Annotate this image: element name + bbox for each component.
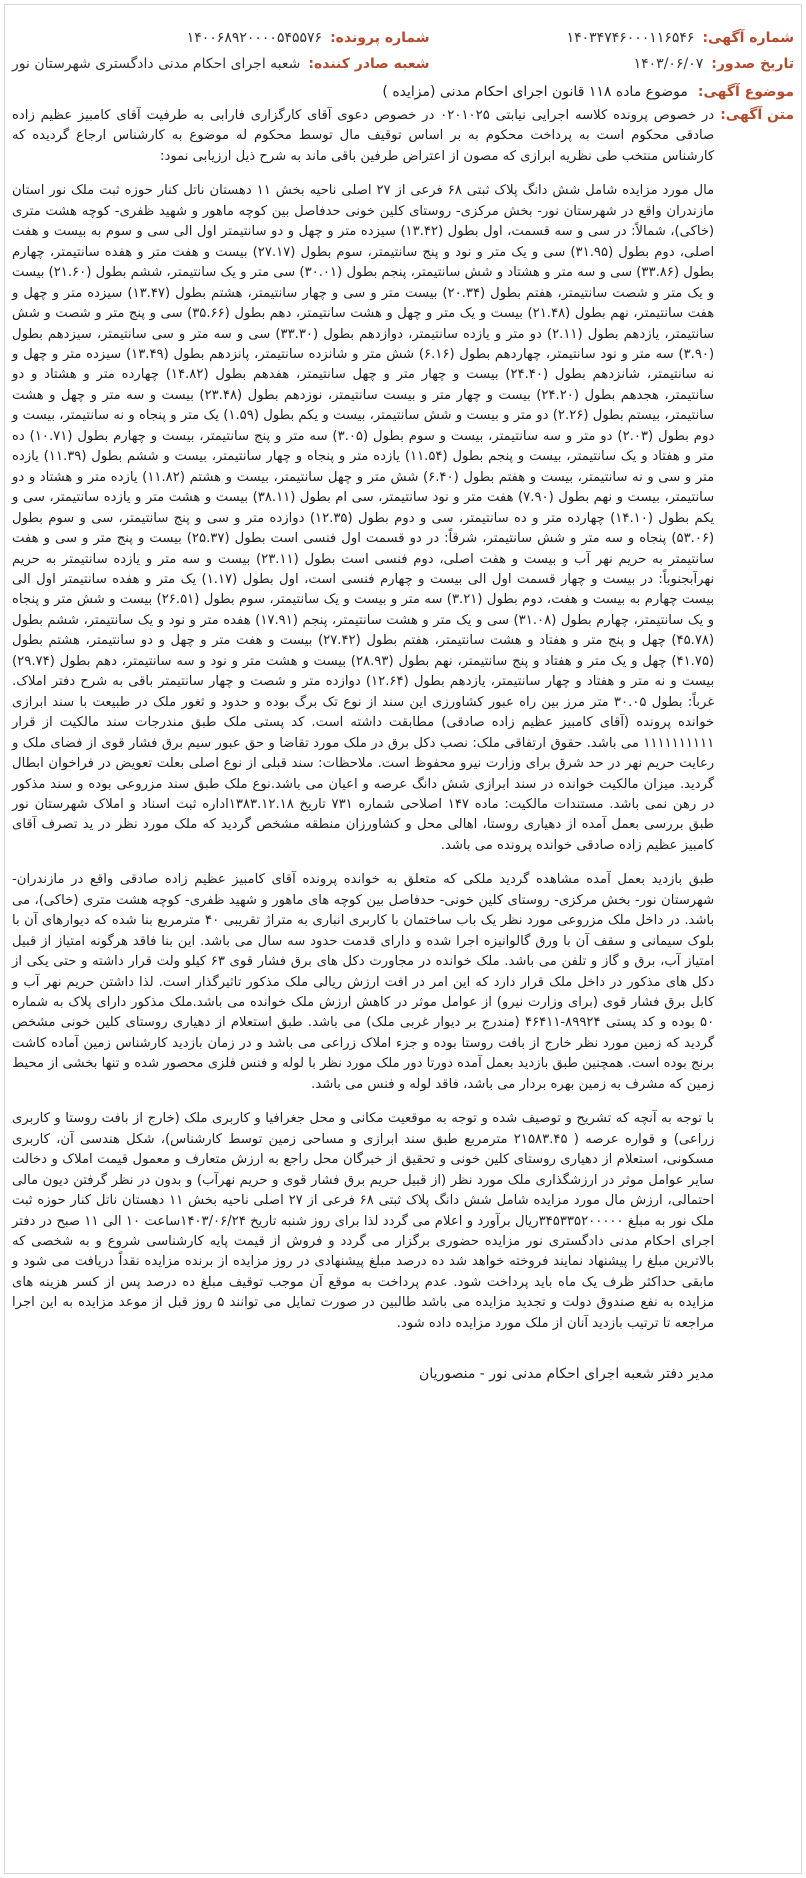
signature-line: مدیر دفتر شعبه اجرای احکام مدنی نور - منصوریان: [419, 1366, 715, 1383]
issuer-value: شعبه اجرای احکام مدنی دادگستری شهرستان نور: [12, 56, 301, 72]
case-number: [12, 30, 430, 46]
ad-number-label: شماره آگهی:: [702, 30, 794, 46]
ad-body-wrap: [12, 106, 794, 1386]
paragraph-property: مال مورد مزایده شامل شش دانگ پلاک ثبتی ۶۸ فرعی از ۲۷ اصلی ناحیه بخش ۱۱ دهستان ناتل کنار حوزه ثبت ملک نور استان مازندران واقع در شهرستان نور- بخش مرکزی- روستای کلین خونی حدفاصل بین کوچه ماهور و شهید ظفری- کوچه هشت متری (خاکی)، شمالاً: در سی و سه قسمت، اول بطول (۱۳.۴۲) سیزده متر و چهل و دو سانتیمتر اول الی سی و سوم به بیست و هفت اصلی، دوم بطول (۳۱.۹۵) سی و یک متر و نود و پنج سانتیمتر، سوم بطول (۲۷.۱۷) بیست و هفت متر و هفده سانتیمتر، چهارم بطول (۳۳.۸۶) سی و سه متر و هشتاد و شش سانتیمتر، پنجم بطول (۳۰.۰۱) سی متر و یک سانتیمتر، ششم بطول (۲۱.۶۰) بیست و یک متر و شصت سانتیمتر، هفتم بطول (۲۰.۳۴) بیست متر و سی و چهار سانتیمتر، هشتم بطول (۱۳.۴۷) سیزده متر و چهل و هفت سانتیمتر، نهم بطول (۲۱.۴۸) بیست و یک متر و چهل و هشت سانتیمتر، دهم بطول (۳۵.۶۶) سی و پنج متر و شصت و شش سانتیمتر، یازدهم بطول (۲.۱۱) دو متر و یازده سانتیمتر، دوازدهم بطول (۳۳.۳۰) سی و سه متر و سی سانتیمتر، سیزدهم بطول (۳.۹۰) سه متر و نود سانتیمتر، چهاردهم بطول (۶.۱۶) شش متر و شانزده سانتیمتر، پانزدهم بطول (۱۳.۴۹) سیزده متر و چهل و نه سانتیمتر، شانزدهم بطول (۲۴.۴۰) بیست و چهار متر و چهل سانتیمتر، هفدهم بطول (۱۴.۸۲) چهارده متر و هشتاد و دو سانتیمتر، هجدهم بطول (۲۴.۲۰) بیست و چهار متر و بیست سانتیمتر، نوزدهم بطول (۲۳.۴۸) بیست و سه متر و چهل و هشت سانتیمتر، بیستم بطول (۲.۲۶) دو متر و بیست و شش سانتیمتر، بیست و یکم بطول (۱.۵۹) یک متر و پنجاه و نه سانتیمتر، بیست و دوم بطول (۲.۰۳) دو متر و سه سانتیمتر، بیست و سوم بطول (۳.۰۵) سه متر و پنج سانتیمتر، بیست و چهارم بطول (۱۰.۷۱) ده متر و هفتاد و یک سانتیمتر، بیست و پنجم بطول (۱۱.۵۴) یازده متر و پنجاه و چهار سانتیمتر، بیست و ششم بطول (۱۱.۳۹) یازده متر و سی و نه سانتیمتر، بیست و هفتم بطول (۶.۴۰) شش متر و چهل سانتیمتر، بیست و هشتم (۱۱.۸۲) یازده متر و هشتاد و دو سانتیمتر، بیست و نهم بطول (۷.۹۰) هفت متر و نود سانتیمتر، سی ام بطول (۳۸.۱۱) بیست و هشت متر و یازده سانتیمتر، سی و یکم بطول (۱۴.۱۰) چهارده متر و ده سانتیمتر، سی و دوم بطول (۱۲.۳۵) دوازده متر و سی و پنج سانتیمتر، سی و سوم بطول (۵۳.۰۶) پنجاه و سه متر و شش سانتیمتر، شرقاً: در دو قسمت اول فنسی است بطول (۲۵.۳۷) بیست و پنج متر و سی و هفت سانتیمتر به حریم نهر آب و بیست و هفت اصلی، دوم فنسی است بطول (۲۳.۱۱) بیست و سه متر و یازده سانتیمتر به حریم نهرآبجنوباً: در بیست و چهار قسمت اول الی بیست و چهارم فنسی است، اول بطول (۱.۱۷) یک متر و هفده سانتیمتر اول الی بیست چهارم به بیست و هفت، دوم بطول (۳.۲۱) سه متر و بیست و یک سانتیمتر، سوم بطول (۲۶.۵۱) بیست و شش متر و پنجاه و یک سانتیمتر، چهارم بطول (۳۱.۰۸) سی و یک متر و هشت سانتیمتر، پنجم (۱۷.۹۱) هفده متر و نود و یک سانتیمتر، ششم بطول (۴۵.۷۸) چهل و پنج متر و هفتاد و هشت سانتیمتر، هفتم بطول (۲۷.۴۲) بیست و هفت متر و چهل و دو سانتیمتر، هشتم بطول (۴۱.۷۵) چهل و یک متر و هفتاد و پنج سانتیمتر، نهم بطول (۲۸.۹۳) بیست و هشت متر و نود و سه سانتیمتر، دهم بطول (۲۹.۷۴) بیست و نه متر و هفتاد و چهار سانتیمتر، یازدهم بطول (۱۲.۶۴) دوازده متر و شصت و چهار سانتیمتر باقی به شرح دفتر املاک. غرباً: بطول ۳۰.۰۵ متر مرز بین راه عبور کشاورزی این سند از نوع تک برگ بوده و حدود و ثغور ملک در طبیعت با سند ابرازی خوانده پرونده (آقای کامبیز عظیم زاده صادقی) مطابقت داشته است. کد پستی ملک طبق مندرجات سند مالکیت از قرار ۱۱۱۱۱۱۱۱۱۱ می باشد. حقوق ارتفاقی ملک: نصب دکل برق در ملک مورد تقاضا و حق عبور سیم برق فشار قوی از فضای ملک و رعایت حریم نهر در حد شرق برای وزارت نیرو محفوظ است. ملاحظات: سند قبلی از نوع اصلی بعلت تعویض در فراخوان ابطال گردید. میزان مالکیت خوانده در سند ابرازی شش دانگ عرصه و اعیان می باشد.نوع ملک طبق سند مزروعی بوده و سند مذکور در رهن نمی باشد. مستندات مالکیت: ماده ۱۴۷ اصلاحی شماره ۷۳۱ تاریخ ۱۳۸۳.۱۲.۱۸اداره ثبت اسناد و املاک شهرستان نور طبق بررسی بعمل آمده از دهیاری روستا، اهالی محل و کشاورزان منطقه مشخص گردید که ملک مورد نظر در ید تصرف آقای کامبیز عظیم زاده صادقی خوانده پرونده می باشد.: [12, 183, 715, 853]
subject-value: موضوع ماده ۱۱۸ قانون اجرای احکام مدنی (مزایده ): [382, 84, 688, 100]
paragraph-intro: در خصوص پرونده کلاسه اجرایی نیابتی ۰۲۰۱۰۲۵ در خصوص دعوی آقای کارگزاری فارابی به طرفیت آقای کامبیز عظیم زاده صادقی محکوم است به پرداخت محکوم به بر اساس توقیف مال توسط محکوم له موضوع به کارشناس ارجاع گردیده که کارشناس منتخب طی نظریه ابرازی که مصون از اعتراض طرفین باقی ماند به شرح ذیل ارزیابی نمود:: [12, 108, 715, 164]
issue-date: [450, 56, 794, 72]
ad-subject: [12, 84, 794, 100]
issue-date-label: تاریخ صدور:: [711, 56, 794, 72]
paragraph-auction: با توجه به آنچه که تشریح و توصیف شده و توجه به موقعیت مکانی و محل جغرافیا و کاربری ملک (خارج از بافت روستا و کاربری زراعی) و قواره عرصه ( ۲۱۵۸۳.۴۵ مترمربع طبق سند ابرازی و مساحی زمین توسط کارشناس)، شکل هندسی آن، کاربری مسکونی، استعلام از دهیاری روستای کلین خونی و تحقیق از خبرگان محل راجع به ارزش متعارف و معمول قیمت املاک و دخالت سایر عوامل موثر در ارزشگذاری ملک مورد نظر (از قبیل حریم برق فشار قوی و حریم نهرآب) و بدون در نظر گرفتن دیون مالی احتمالی، ارزش مال مورد مزایده شامل شش دانگ پلاک ثبتی ۶۸ فرعی از ۲۷ اصلی ناحیه بخش ۱۱ دهستان ناتل کنار حوزه ثبت ملک نور به مبلغ ۳۴۵۳۳۵۲۰۰۰۰۰ریال برآورد و اعلام می گردد لذا برای روز شنبه تاریخ ۱۴۰۳/۰۶/۲۴ساعت ۱۰ الی ۱۱ صبح در دفتر اجرای احکام مدنی دادگستری نور مزایده حضوری برگزار می گردد و فروش از قیمت پایه کارشناسی شروع و به شخصی که بالاترین مبلغ را پیشنهاد نمایند فروخته خواهد شد ده درصد مبلغ پیشنهادی در روز مزایده از برنده مزایده نقداً دریافت می شود و مابقی حداکثر ظرف یک ماه باید پرداخت شود. عدم پرداخت به موقع آن موجب توقیف مبلغ ده درصد پس از کسر هزینه های مزایده به نفع صندوق دولت و تجدید مزایده می باشد طالبین در صورت تمایل می توانند ۵ روز قبل از موعد مزایده به این اجرا مراجعه تا ترتیب بازدید آنان از ملک مورد مزایده داده شود.: [12, 1111, 715, 1331]
issuer-label: شعبه صادر کننده:: [308, 56, 430, 72]
case-number-value: ۱۴۰۰۶۸۹۲۰۰۰۰۵۴۵۵۷۶: [186, 30, 323, 46]
subject-label: موضوع آگهی:: [697, 84, 794, 100]
ad-meta: [12, 30, 794, 72]
issuer: [12, 56, 430, 72]
paragraph-visit: طبق بازدید بعمل آمده مشاهده گردید ملکی که متعلق به خوانده پرونده آقای کامبیز عظیم زاده صادقی واقع در مازندران- شهرستان نور- بخش مرکزی- روستای کلین خونی- حدفاصل بین کوچه های ماهور و شهید ظفری- کوچه هشت متری (خاکی)، می باشد. در داخل ملک مزروعی مورد نظر یک باب ساختمان با کاربری انباری به متراژ تقریبی ۴۰ مترمربع بنا شده که دیوارهای آن با بلوک سیمانی و سقف آن با ورق گالوانیزه اجرا شده و دارای قدمت حدود سه سال می باشد. این بنا فاقد هرگونه امتیاز از قبیل امتیاز آب، برق و گاز و تلفن می باشد. ملک خوانده در مجاورت دکل های برق فشار قوی ۶۳ کیلو ولت قرار داشته و حتی یکی از دکل های مذکور در داخل ملک قرار دارد که این امر در افت ارزش ریالی ملک مذکور تاثیرگذار است. لذا داشتن حریم نهر آب و کابل برق فشار قوی (برای وزارت نیرو) از عوامل موثر در کاهش ارزش ملک خوانده می باشد.ملک مذکور دارای پلاک به شماره ۵۰ بوده و کد پستی ۸۹۹۲۴-۴۶۴۱۱ (مندرج بر دیوار غربی ملک) می باشد. طبق استعلام از دهیاری روستای کلین خونی مشخص گردید که زمین مورد نظر خارج از بافت روستا بوده و جزء املاک زراعی می باشد و در زمان بازدید کارشناس زمین آماده کاشت برنج بوده است. همچنین طبق بازدید بعمل آمده دورتا دور ملک مورد نظر با لوله و فنس فلزی محصور شده و تنها بخشی از محیط زمین که مشرف به زمین بهره بردار می باشد، فاقد لوله و فنس می باشد.: [12, 872, 715, 1092]
ad-number-value: ۱۴۰۳۴۷۴۶۰۰۰۱۱۶۵۴۶: [566, 30, 695, 46]
issue-date-value: ۱۴۰۳/۰۶/۰۷: [633, 56, 704, 72]
ad-number: [450, 30, 794, 46]
ad-body: [12, 106, 714, 1386]
body-label: متن آگهی:: [720, 107, 794, 123]
case-number-label: شماره پرونده:: [330, 30, 430, 46]
